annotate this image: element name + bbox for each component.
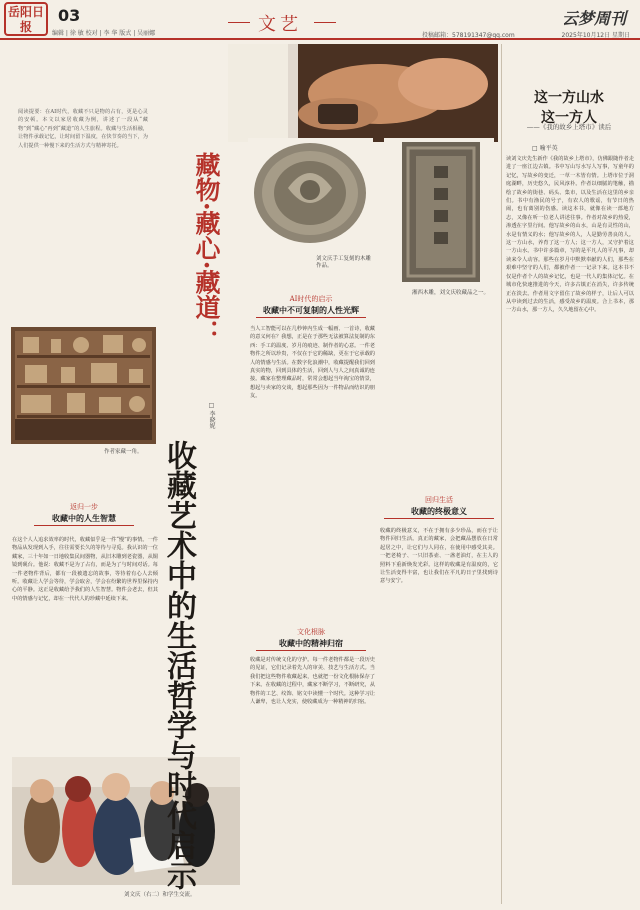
section-3-heading	[256, 627, 366, 651]
section-2-continued	[380, 302, 498, 502]
section-1-kicker: 返归一步	[70, 503, 98, 511]
editor-credits: 编辑 | 徐 敏 校对 | 李 华 版式 | 吴丽娜	[52, 30, 156, 37]
weekly-title: 云梦周刊	[561, 9, 626, 28]
plaque-caption: 湘西木雕，刘文庆收藏品之一。	[412, 290, 490, 296]
page-number: 03	[58, 6, 81, 25]
round-carving-caption: 刘文庆手工复刻的木雕作品。	[316, 256, 372, 269]
hands-photo	[228, 44, 498, 142]
column-divider	[501, 44, 502, 904]
collection-shelf-photo	[11, 327, 156, 444]
section-2-text: 当人工智能可以在几秒钟内生成一幅画、一首诗，收藏的意义何在？我想，正是在于那些无法被算法复制的东西：手工的温度、岁月的痕迹、制作者的心意。一件老物件之所以珍贵，不仅在于它的稀缺，更在于它承载的人的情感与生活。在数字化浪潮中，收藏提醒我们回到真实的物，回到具体的生活，回到人与人之间真诚的连接。藏家在整理藏品时，常常会想起当年淘宝的情景，想起与卖家的交谈，想起那些因为一件物品而结识的朋友。	[250, 326, 375, 400]
section-rule-right	[314, 22, 336, 23]
people-photo-caption: 刘文庆（右二）和学生交流。	[124, 892, 196, 898]
section-2-title: 收藏中不可复制的人性光辉	[256, 304, 366, 318]
side-title-line-2: 这一方人	[541, 110, 597, 126]
section-3-kicker: 文化根脉	[297, 628, 325, 636]
masthead	[0, 0, 640, 40]
section-2-kicker: AI时代的启示	[289, 295, 333, 303]
headline-red: 藏物·藏心·藏道：	[192, 152, 221, 345]
author-byline: □ 李晓妮	[208, 402, 215, 429]
section-4-text: 收藏的终极意义，不在于拥有多少珍品，而在于让物件回归生活。真正的藏家，会把藏品摆放在日常起居之中，让它们与人同在，在使用中感受其美。一把老椅子、一只旧茶壶、一盏老油灯，在主人的照料下重新焕发光彩。这样的收藏是有温度的，它让生活变得丰富，也让我们在平凡的日子里找到诗意与安宁。	[380, 528, 498, 585]
side-article-subtitle: ——《我的故乡上塔市》读后	[526, 123, 612, 131]
contact-email: 投稿邮箱：578191347@qq.com	[422, 32, 515, 39]
section-rule-left	[228, 22, 250, 23]
side-article-text: 读刘文庆先生新作《我的故乡上塔市》，仿佛跟随作者走进了一座江边古镇。书中写山写水写人写事，写童年的记忆，写故乡的变迁，一草一木皆有情。上塔市位于洞庭湖畔，历史悠久，民风淳朴。作者以细腻的笔触，描绘了故乡的街巷、码头、集市，以及生活在这里的乡亲们。书中有渔民的号子，有农人的歌谣，有节日的热闹，也有离别的伤感。读这本书，就像在读一部地方志，又像在听一位老人讲述往事。作者对故乡的热爱，渗透在字里行间。他写故乡的山水，山是有灵性的山，水是有情义的水；他写故乡的人，人是勤劳善良的人。这一方山水，养育了这一方人；这一方人，又守护着这一方山水。书中许多篇章，写的是平凡人的平凡事，却读来令人动容。那些在岁月中默默奉献的人们，那些在艰难中坚守的人们，都被作者一一记录下来。这本书不仅是作者个人的故乡记忆，也是一代人的集体记忆。在城市化快速推进的今天，许多古镇正在消失，许多传统正在淡去。作者用文字留住了故乡的样子，让后人可以从中读到过去的生活，感受故乡的温度。合上书本，那一方山水，那一方人，久久地留在心中。	[506, 156, 634, 314]
section-3-title: 收藏中的精神归宿	[256, 637, 366, 651]
section-4-kicker: 回归生活	[425, 496, 453, 504]
shelf-photo-caption: 作者家藏一角。	[104, 449, 143, 455]
section-4-title: 收藏的终极意义	[384, 505, 494, 519]
issue-date: 2025年10月12日 星期日	[561, 32, 630, 39]
section-1-heading	[34, 502, 134, 526]
section-title: 文艺	[258, 14, 302, 35]
section-1-title: 收藏中的人生智慧	[34, 512, 134, 526]
side-article-author: □ 喻平英	[532, 145, 558, 152]
carving-plaque-photo	[384, 138, 494, 286]
side-title-line-1: 这一方山水	[534, 90, 604, 106]
section-3-text: 收藏是对传统文化的守护。每一件老物件都是一段历史的见证，它们记录着先人的审美、技艺与生活方式。当我们把这些物件收藏起来，也就把一份文化根脉保存了下来。在收藏的过程中，藏家不断学习，不断研究，从物件的工艺、纹饰、铭文中读懂一个时代。这种学习让人谦卑，也让人充实，使收藏成为一种精神的归宿。	[250, 657, 375, 706]
carving-round-photo	[248, 138, 373, 248]
section-1-text: 在这个人人追求效率的时代，收藏似乎是一件“慢”的事情。一件物品从发现到入手，往往需要长久的等待与寻觅。我认识的一位藏家，三十年如一日地收集民间器物，从旧木雕到老瓷器，从铜镜到砚台。他说：收藏不是为了占有，而是为了与时间对话。每一件老物件背后，都有一段被遗忘的故事，等待着有心人去倾听。收藏让人学会等待，学会取舍，学会在纷繁的世界里保持内心的平静。这正是收藏给予我们的人生智慧。物件会老去，但其中的情感与记忆，却在一代代人的珍藏中延续下来。	[12, 537, 158, 602]
section-4-heading	[384, 495, 494, 519]
newspaper-logo: 岳阳日报	[4, 2, 48, 36]
headline-black: 收藏艺术中的生活哲学与时代启示	[161, 440, 196, 890]
intro-text: 阅读提要：在AI时代，收藏不只是物的占有，更是心灵的安顿。本文以家居收藏为例，讲述了一段从“藏物”到“藏心”再到“藏道”的人生旅程。收藏与生活相融，让物件承载记忆，让时间留下温度，在快节奏的当下，为人们提供一种慢下来的生活方式与精神寄托。	[18, 109, 148, 149]
teacher-students-photo	[12, 757, 240, 885]
section-2-heading	[256, 294, 366, 318]
